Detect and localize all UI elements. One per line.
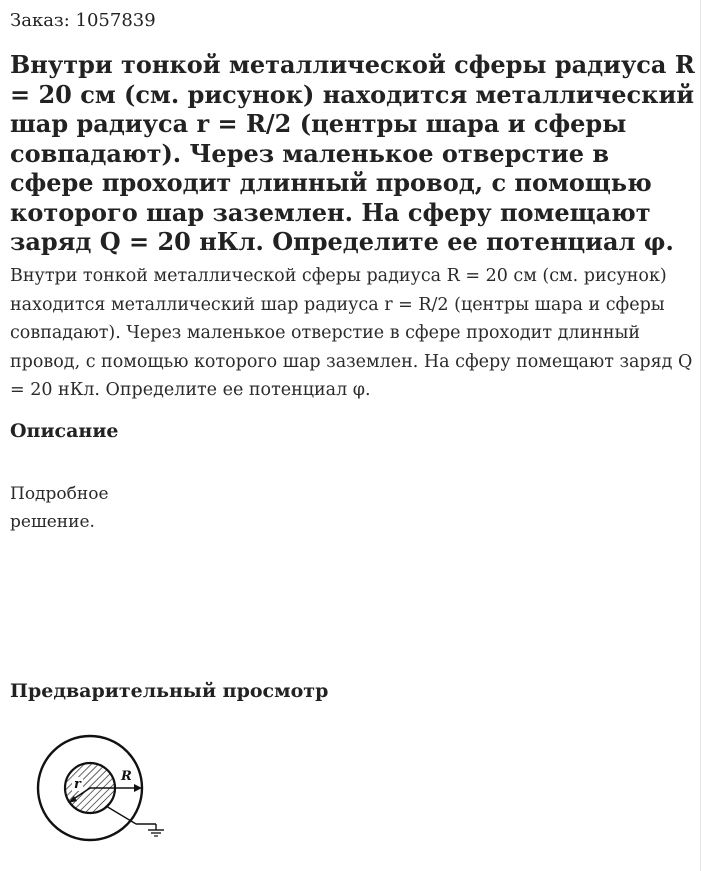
preview-heading: Предварительный просмотр xyxy=(10,680,329,702)
large-radius-label: R xyxy=(121,769,132,784)
page-title: Внутри тонкой металлической сферы радиуса R = 20 см (см. рисунок) находится металлический шар радиуса r = R/2 (центры шара и сферы совпадают). Через маленькое отверстие в сфере проходит длинный провод, с помощью которого шар заземлен. На сферу помещают заряд Q = 20 нКл. Определите ее потенциал φ. xyxy=(10,50,695,256)
description-line: Подробное xyxy=(10,484,109,504)
preview-figure xyxy=(28,728,198,858)
problem-text: Внутри тонкой металлической сферы радиуса R = 20 см (см. рисунок) находится металлический шар радиуса r = R/2 (центры шара и сферы совпадают). Через маленькое отверстие в сфере проходит длинный провод, с помощью которого шар заземлен. На сферу помещают заряд Q = 20 нКл. Определите ее потенциал φ. xyxy=(10,266,693,400)
ground-icon xyxy=(148,830,164,836)
description-text xyxy=(10,480,210,536)
order-number: Заказ: 1057839 xyxy=(10,10,156,31)
small-radius-label: r xyxy=(74,777,81,792)
description-line: решение. xyxy=(10,512,95,532)
description-heading: Описание xyxy=(10,420,119,442)
